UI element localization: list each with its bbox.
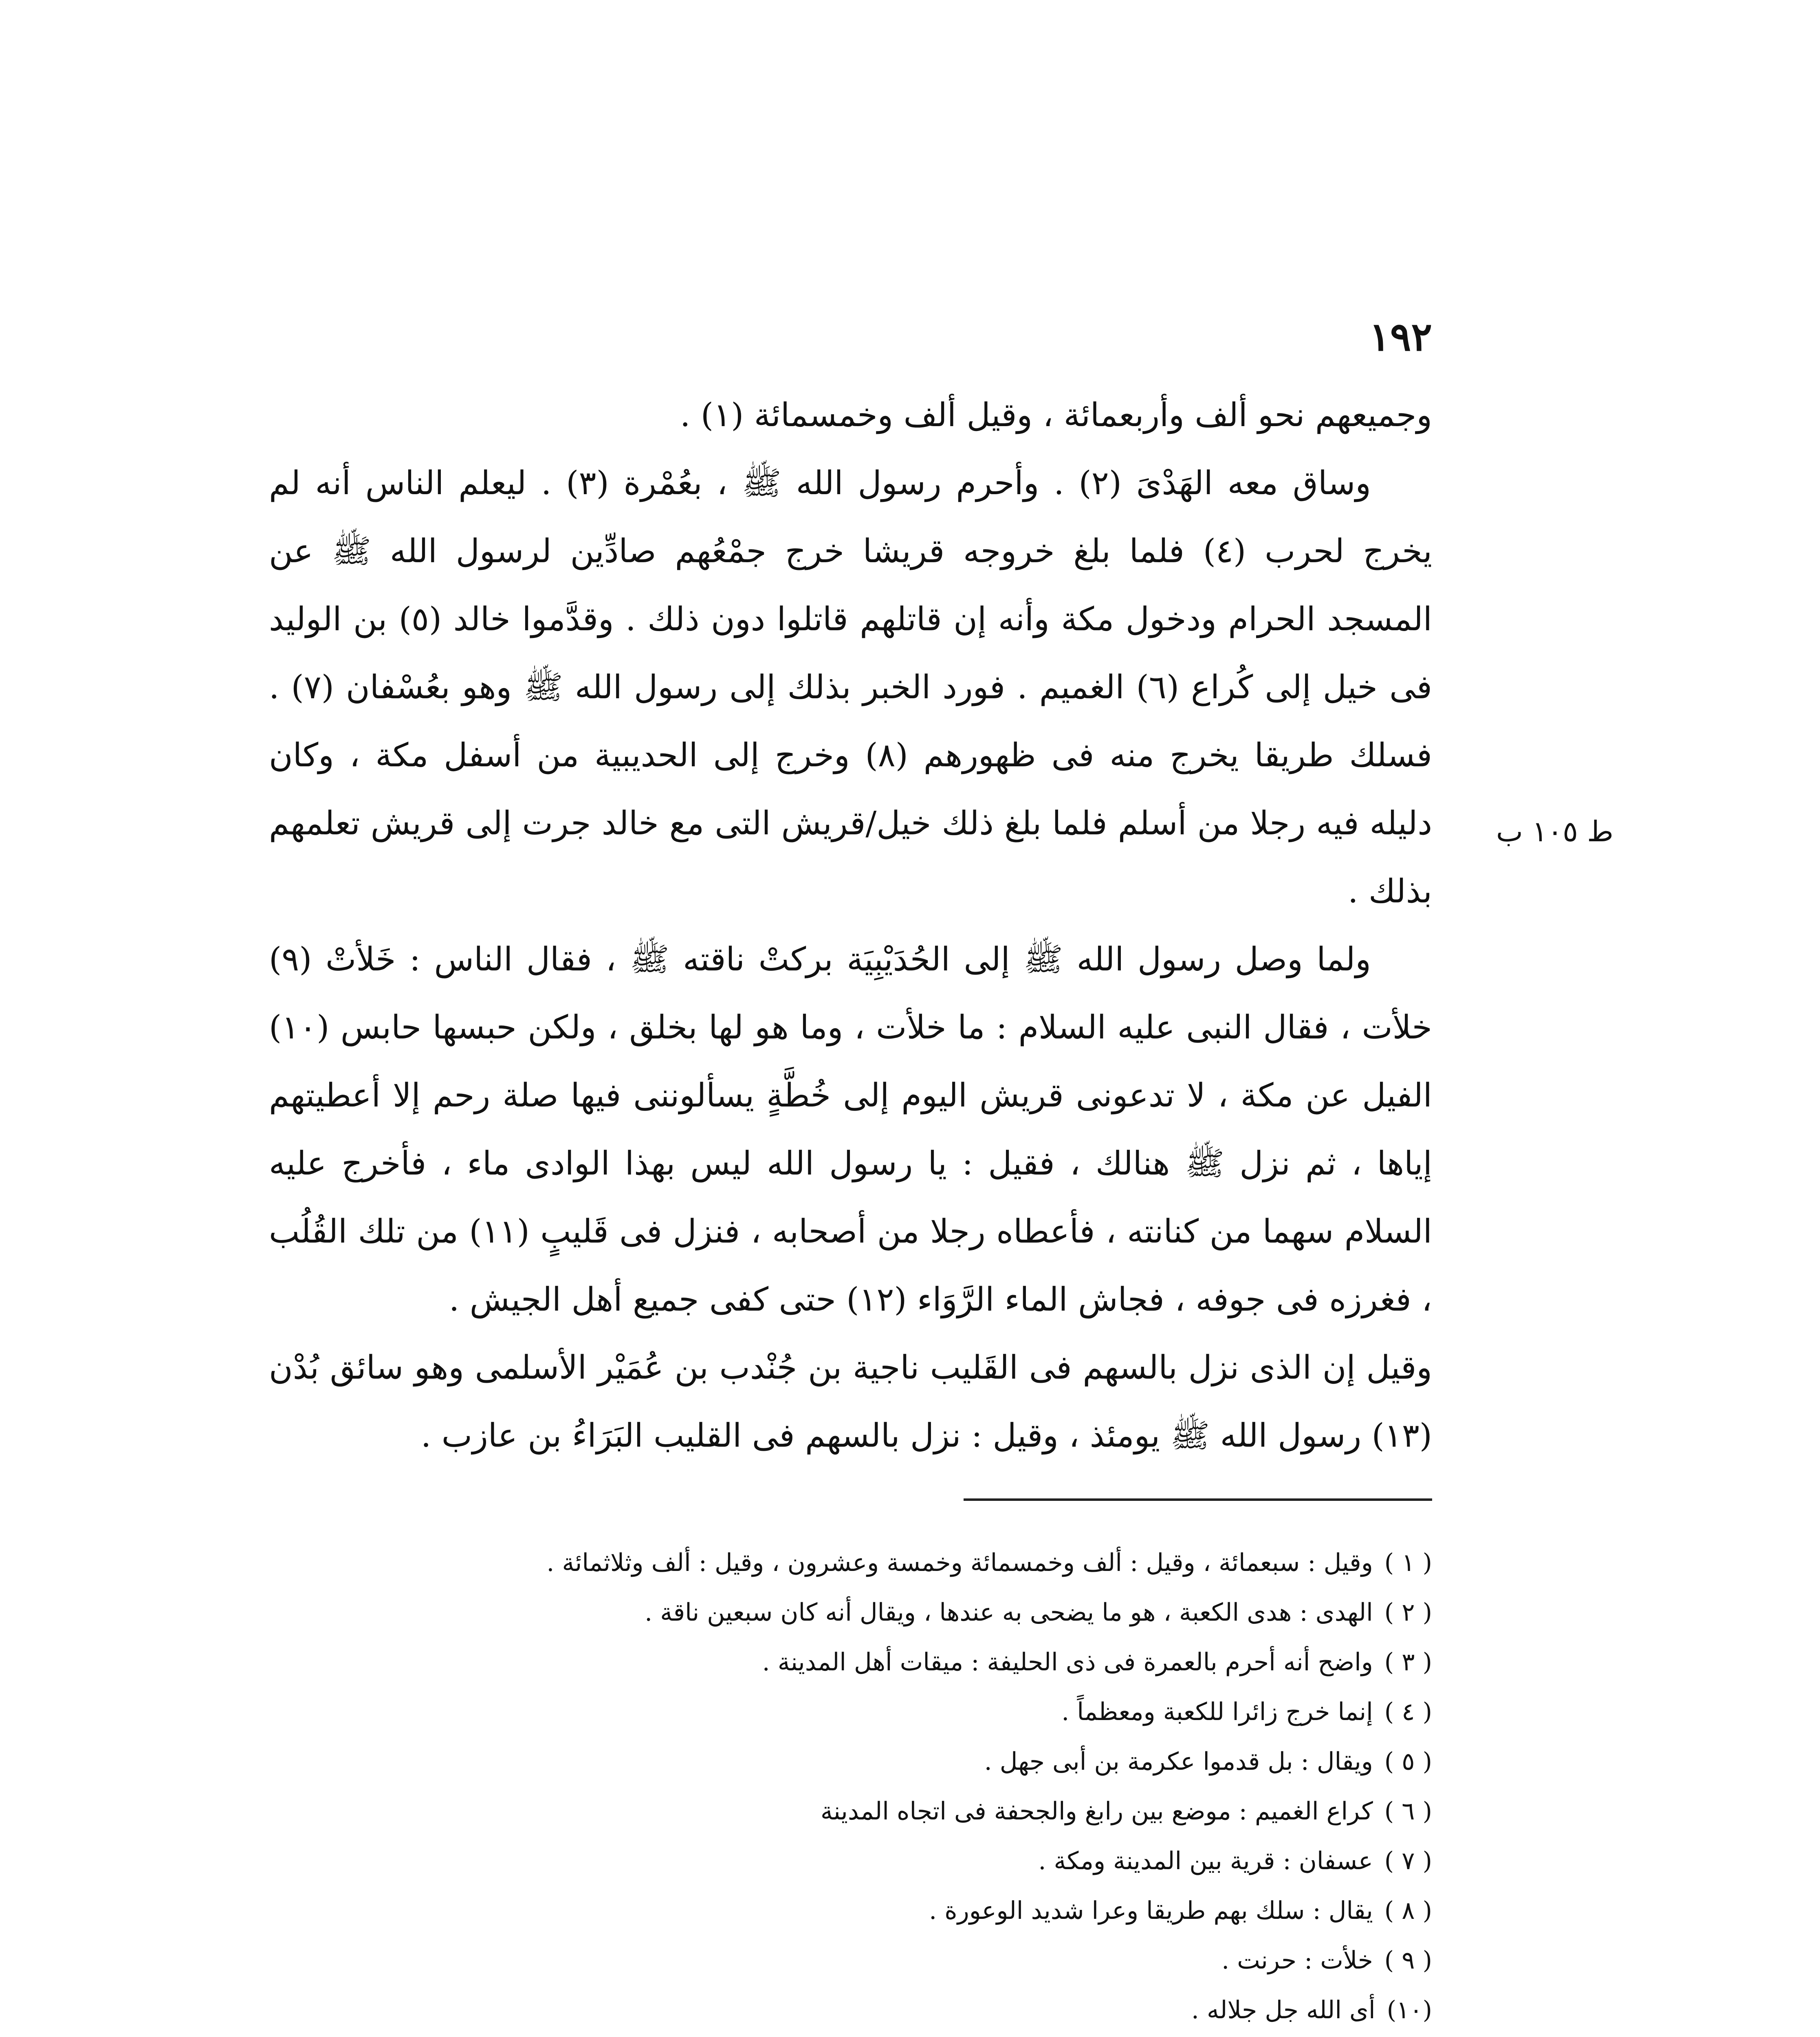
main-text <box>269 381 1432 1469</box>
footnote-text: كراع الغميم : موضع بين رابغ والجحفة فى اتجاه المدينة <box>820 1797 1373 1826</box>
footnote-text: الهدى : هدى الكعبة ، هو ما يضحى به عندها ، ويقال أنه كان سبعين ناقة . <box>645 1598 1373 1627</box>
page-number: ١٩٢ <box>1369 314 1432 360</box>
footnote-number: ( ٣ ) <box>1384 1648 1432 1676</box>
footnote <box>570 1737 1432 1786</box>
footnote <box>546 1538 1432 1588</box>
footnote-text: خلأت : حرنت . <box>1221 1946 1373 1975</box>
footnote-number: ( ٧ ) <box>1384 1847 1432 1875</box>
footnote-number: ( ٤ ) <box>1384 1698 1432 1726</box>
footnote <box>570 1637 1432 1687</box>
footnote-number: (١٠) <box>1386 1996 1432 2024</box>
footnote-text: يقال : سلك بهم طريقا وعرا شديد الوعورة . <box>929 1896 1373 1925</box>
footnote-text: واضح أنه أحرم بالعمرة فى ذى الحليفة : ميقات أهل المدينة . <box>762 1648 1373 1676</box>
footnote-number: ( ٢ ) <box>1384 1598 1432 1627</box>
footnote-number: ( ٩ ) <box>1384 1946 1432 1975</box>
footnote-text: إنما خرج زائرا للكعبة ومعظماً . <box>1061 1698 1373 1726</box>
footnote-number: ( ١ ) <box>1384 1549 1432 1577</box>
margin-folio-note: ط ١٠٥ ب <box>1496 815 1613 848</box>
footnote <box>570 1687 1432 1737</box>
footnote <box>570 1886 1432 1936</box>
footnote-text: أى الله جل جلاله . <box>1191 1996 1375 2024</box>
paragraph: وساق معه الهَدْىَ (٢) . وأحرم رسول الله ﷺ ، بعُمْرة (٣) . ليعلم الناس أنه لم يخرج لحرب (٤) فلما بلغ خروجه قريشا خرج جمْعُهم صادِّين لرسول الله ﷺ عن المسجد الحرام ودخول مكة وأنه إن قاتلهم قاتلوا دون ذلك . وقدَّموا خالد (٥) بن الوليد فى خيل إلى كُراع (٦) الغميم . فورد الخبر بذلك إلى رسول الله ﷺ وهو بعُسْفان (٧) . فسلك طريقا يخرج منه فى ظهورهم (٨) وخرج إلى الحديبية من أسفل مكة ، وكان دليله فيه رجلا من أسلم فلما بلغ ذلك خيل/قريش التى مع خالد جرت إلى قريش تعلمهم بذلك . <box>269 464 1433 910</box>
footnotes <box>546 1538 1432 2037</box>
paragraph: ولما وصل رسول الله ﷺ إلى الحُدَيْبِيَة بركتْ ناقته ﷺ ، فقال الناس : خَلأتْ (٩) خلأت ، فقال النبى عليه السلام : ما خلأت ، وما هو لها بخلق ، ولكن حبسها حابس (١٠) الفيل عن مكة ، لا تدعونى قريش اليوم إلى خُطَّةٍ يسألوننى فيها صلة رحم إلا أعطيتهم إياها ، ثم نزل ﷺ هنالك ، فقيل : يا رسول الله ليس بهذا الوادى ماء ، فأخرج عليه السلام سهما من كنانته ، فأعطاه رجلا من أصحابه ، فنزل فى قَليبٍ (١١) من تلك القُلُب ، فغرزه فى جوفه ، فجاش الماء الرَّوَاء (١٢) حتى كفى جميع أهل الجيش . <box>269 940 1433 1318</box>
footnote <box>570 1985 1432 2035</box>
footnote <box>570 1836 1432 1886</box>
footnote-number <box>1387 2035 1432 2037</box>
footnote <box>570 1936 1432 1985</box>
footnote-text: وقيل : سبعمائة ، وقيل : ألف وخمسمائة وخمسة وعشرون ، وقيل : ألف وثلاثمائة . <box>546 1549 1373 1577</box>
footnote-number: ( ٨ ) <box>1384 1896 1432 1925</box>
footnote-text: عسفان : قرية بين المدينة ومكة . <box>1038 1847 1373 1875</box>
footnote <box>570 1588 1432 1637</box>
footnote <box>570 2035 1432 2037</box>
footnote-text: ويقال : بل قدموا عكرمة بن أبى جهل . <box>984 1747 1373 1776</box>
footnote-divider <box>964 1498 1432 1501</box>
footnote-number: ( ٥ ) <box>1384 1747 1432 1776</box>
paragraph: وقيل إن الذى نزل بالسهم فى القَليب ناجية بن جُنْدب بن عُمَيْر الأسلمى وهو سائق بُدْن (١٣) رسول الله ﷺ يومئذ ، وقيل : نزل بالسهم فى القليب البَرَاءُ بن عازب . <box>269 1348 1432 1454</box>
footnote-number: ( ٦ ) <box>1384 1797 1432 1826</box>
paragraph: وجميعهم نحو ألف وأربعمائة ، وقيل ألف وخمسمائة (١) . <box>680 396 1432 434</box>
footnote <box>570 1786 1432 1836</box>
